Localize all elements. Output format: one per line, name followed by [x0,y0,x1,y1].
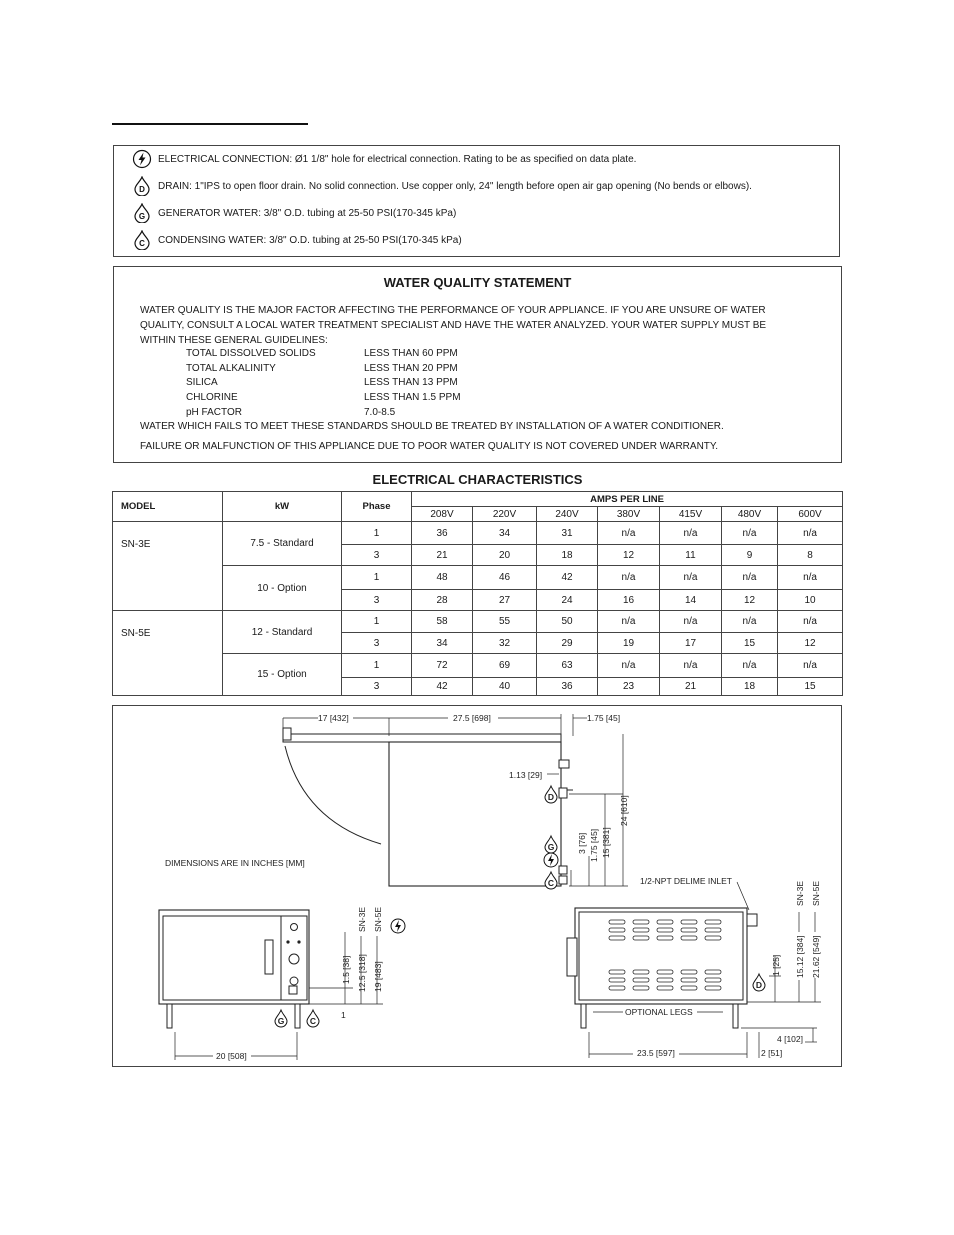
label-sn3e-front: SN-3E [357,906,367,932]
amps-cell: n/a [722,654,778,678]
guideline-name: TOTAL DISSOLVED SOLIDS [186,348,316,359]
intro-line: QUALITY, CONSULT A LOCAL WATER TREATMENT SPECIALIST AND HAVE THE WATER ANALYZED. YOUR WATER SUPPLY MUST BE [140,320,767,331]
dim-1-75-side: 1.75 [45] [589,828,599,862]
dim-4: 4 [102] [777,1034,803,1044]
amps-cell: 15 [722,633,778,654]
svg-text:G: G [138,212,146,221]
drain-letter-side: D [755,980,763,990]
amps-cell: 18 [722,678,778,696]
amps-cell: n/a [660,566,722,590]
phase-cell: 3 [342,678,412,696]
amps-cell: n/a [722,566,778,590]
amps-cell: n/a [598,654,660,678]
phase-cell: 3 [342,633,412,654]
guideline-value: 7.0-8.5 [364,407,396,418]
guideline-value: LESS THAN 20 PPM [364,363,458,374]
amps-cell: 50 [537,611,598,633]
amps-cell: 14 [660,590,722,611]
dim-21-62: 21.62 [549] [811,935,821,978]
voltage-header: 415V [660,507,722,522]
header-model: MODEL [113,492,223,522]
front-view [159,907,405,1061]
generator-water-icon [132,203,152,223]
dim-23-5: 23.5 [597] [637,1048,675,1058]
dim-2: 2 [51] [761,1048,783,1058]
drawing-canvas [113,706,841,1066]
electrical-icon [132,149,152,169]
amps-cell: 69 [473,654,537,678]
amps-cell: 18 [537,545,598,566]
amps-cell: 9 [722,545,778,566]
amps-cell: 27 [473,590,537,611]
dim-1-13: 1.13 [29] [509,770,543,780]
amps-cell: 12 [598,545,660,566]
amps-cell: 48 [412,566,473,590]
amps-cell: 32 [473,633,537,654]
voltage-header: 220V [473,507,537,522]
connection-drain [132,176,752,196]
svg-text:C: C [139,239,145,248]
amps-cell: 34 [473,522,537,545]
label-sn5e-front: SN-5E [373,906,383,932]
model-cell: SN-3E [113,522,223,611]
amps-cell: 12 [778,633,843,654]
amps-cell: 72 [412,654,473,678]
connection-text: ELECTRICAL CONNECTION: Ø1 1/8" hole for electrical connection. Rating to be as specified on data plate. [158,153,637,165]
amps-cell: 55 [473,611,537,633]
optional-legs-label: OPTIONAL LEGS [625,1007,693,1017]
kw-cell: 12 - Standard [223,611,342,654]
amps-cell: 23 [598,678,660,696]
phase-cell: 1 [342,566,412,590]
connection-text: DRAIN: 1"IPS to open floor drain. No solid connection. Use copper only, 24" length before open air gap opening (No bends or elbows). [158,180,752,192]
dim-17: 17 [432] [318,713,349,723]
guideline-value: LESS THAN 60 PPM [364,348,458,359]
amps-cell: 34 [412,633,473,654]
amps-cell: 28 [412,590,473,611]
intro-line: WATER QUALITY IS THE MAJOR FACTOR AFFECTING THE PERFORMANCE OF YOUR APPLIANCE. IF YOU ARE UNSURE OF WATER [140,305,766,316]
dim-19: 19 [483] [373,961,383,992]
amps-cell: 29 [537,633,598,654]
dim-24: 24 [610] [619,795,629,826]
voltage-header: 480V [722,507,778,522]
guideline-name: CHLORINE [186,392,238,403]
warranty-note: FAILURE OR MALFUNCTION OF THIS APPLIANCE DUE TO POOR WATER QUALITY IS NOT COVERED UNDER WARRANTY. [140,441,719,452]
amps-cell: 15 [778,678,843,696]
amps-cell: 17 [660,633,722,654]
kw-cell: 10 - Option [223,566,342,611]
top-view [283,713,629,889]
drain-icon [132,176,152,196]
phase-cell: 1 [342,522,412,545]
amps-cell: 20 [473,545,537,566]
dim-1-front: 1 [341,1010,346,1020]
amps-cell: 16 [598,590,660,611]
header-rule [112,123,308,125]
amps-cell: n/a [598,611,660,633]
table-row [113,522,843,545]
dim-15: 15 [381] [601,827,611,858]
label-sn3e-side: SN-3E [795,880,805,906]
amps-cell: 42 [537,566,598,590]
amps-cell: 46 [473,566,537,590]
generator-letter-top: G [547,842,555,852]
intro-line: WITHIN THESE GENERAL GUIDELINES: [140,335,328,346]
guideline-name: pH FACTOR [186,407,242,418]
model-cell: SN-5E [113,611,223,696]
units-note: DIMENSIONS ARE IN INCHES [MM] [165,858,305,868]
electrical-table [112,491,843,696]
amps-cell: 40 [473,678,537,696]
amps-cell: 12 [722,590,778,611]
voltage-header: 380V [598,507,660,522]
amps-cell: 58 [412,611,473,633]
amps-cell: 42 [412,678,473,696]
table-row [113,654,843,678]
kw-cell: 7.5 - Standard [223,522,342,566]
side-view [567,876,821,1058]
dimension-drawing [112,705,842,1067]
kw-cell: 15 - Option [223,654,342,696]
amps-cell: 8 [778,545,843,566]
water-quality-box [113,266,842,463]
label-sn5e-side: SN-5E [811,880,821,906]
connection-generator-water [132,203,456,223]
phase-cell: 1 [342,654,412,678]
connection-electrical [132,149,636,169]
amps-cell: 63 [537,654,598,678]
guideline-name: TOTAL ALKALINITY [186,363,276,374]
amps-cell: n/a [778,654,843,678]
delime-label: 1/2-NPT DELIME INLET [640,876,732,886]
voltage-header: 600V [778,507,843,522]
amps-cell: 21 [660,678,722,696]
dim-1-75-top: 1.75 [45] [587,713,621,723]
dim-1-5: 1.5 [38] [341,955,351,984]
dim-15-12: 15.12 [384] [795,935,805,978]
connection-text: GENERATOR WATER: 3/8" O.D. tubing at 25-50 PSI(170-345 kPa) [158,207,457,219]
amps-cell: 36 [537,678,598,696]
amps-cell: 24 [537,590,598,611]
amps-cell: 21 [412,545,473,566]
guideline-name: SILICA [186,377,218,388]
amps-cell: 36 [412,522,473,545]
amps-cell: n/a [778,611,843,633]
amps-cell: n/a [660,611,722,633]
header-kw: kW [223,492,342,522]
water-quality-note: WATER WHICH FAILS TO MEET THESE STANDARDS SHOULD BE TREATED BY INSTALLATION OF A WATER CONDITIONER. [140,421,724,432]
dim-20: 20 [508] [216,1051,247,1061]
connections-box [113,145,840,257]
header-amps: AMPS PER LINE [412,492,843,507]
guideline-value: LESS THAN 13 PPM [364,377,458,388]
table-row [113,611,843,633]
condensing-water-icon [132,230,152,250]
amps-cell: 19 [598,633,660,654]
svg-text:D: D [139,185,145,194]
condensing-letter-front: C [309,1016,317,1026]
phase-cell: 1 [342,611,412,633]
condensing-letter-top: C [547,878,555,888]
amps-cell: 11 [660,545,722,566]
guideline-value: LESS THAN 1.5 PPM [364,392,461,403]
amps-cell: n/a [778,566,843,590]
connection-condensing-water [132,230,462,250]
amps-cell: n/a [598,566,660,590]
table-row [113,566,843,590]
amps-cell: n/a [660,654,722,678]
phase-cell: 3 [342,545,412,566]
amps-cell: n/a [598,522,660,545]
header-phase: Phase [342,492,412,522]
amps-cell: n/a [660,522,722,545]
amps-cell: n/a [722,611,778,633]
generator-letter-front: G [277,1016,285,1026]
voltage-header: 240V [537,507,598,522]
electrical-title: ELECTRICAL CHARACTERISTICS [372,472,583,487]
connection-text: CONDENSING WATER: 3/8" O.D. tubing at 25-50 PSI(170-345 kPa) [158,234,462,246]
water-quality-intro [140,303,780,348]
amps-cell: n/a [778,522,843,545]
drain-letter-top: D [547,792,555,802]
dim-27-5: 27.5 [698] [453,713,491,723]
amps-cell: 10 [778,590,843,611]
dim-12-5: 12.5 [318] [357,954,367,992]
water-quality-title: WATER QUALITY STATEMENT [383,275,572,290]
amps-cell: 31 [537,522,598,545]
amps-cell: n/a [722,522,778,545]
voltage-header: 208V [412,507,473,522]
dim-1-25: 1 [25] [771,954,781,976]
phase-cell: 3 [342,590,412,611]
dim-3: 3 [76] [577,832,587,854]
